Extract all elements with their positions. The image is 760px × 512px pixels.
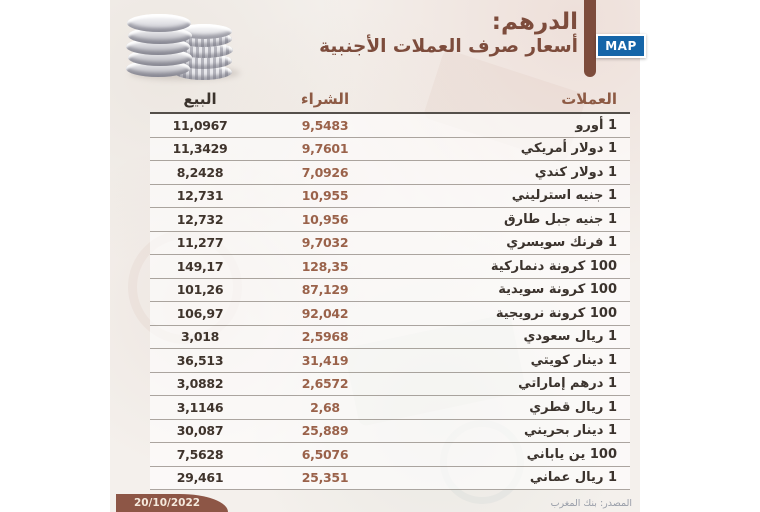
table-row	[150, 138, 630, 162]
buy-value: 10,955	[301, 188, 349, 204]
column-header-buy: الشراء	[300, 90, 350, 108]
currency-name: 1 ريال عماني	[529, 470, 617, 486]
buy-value: 128,35	[301, 258, 349, 274]
currency-name: 100 ين ياباني	[526, 446, 617, 462]
sell-value: 36,513	[176, 352, 224, 368]
currency-name: 1 أورو	[575, 117, 617, 133]
buy-value: 92,042	[301, 305, 349, 321]
buy-value: 9,7601	[301, 141, 349, 157]
buy-value: 9,5483	[301, 117, 349, 133]
column-header-currency: العملات	[561, 90, 617, 108]
table-row	[150, 255, 630, 279]
table-row	[150, 279, 630, 303]
table-row	[150, 443, 630, 467]
table-row	[150, 467, 630, 491]
currency-name: 1 دينار بحريني	[523, 423, 617, 439]
sell-value: 8,2428	[176, 164, 224, 180]
buy-value: 87,129	[301, 282, 349, 298]
table-row	[150, 232, 630, 256]
date-ribbon: 20/10/2022	[116, 494, 228, 512]
currency-name: 1 دينار كويتي	[530, 352, 617, 368]
table-row	[150, 208, 630, 232]
currency-name: 100 كرونة نرويجية	[495, 305, 617, 321]
sell-value: 3,0882	[176, 376, 224, 392]
buy-value: 7,0926	[301, 164, 349, 180]
currency-name: 1 ريال سعودي	[523, 329, 617, 345]
sell-value: 30,087	[176, 423, 224, 439]
currency-name: 1 جنيه استرليني	[511, 188, 617, 204]
sell-value: 7,5628	[176, 446, 224, 462]
sell-value: 106,97	[176, 305, 224, 321]
table-rows	[150, 114, 630, 490]
currency-name: 1 دولار أمريكي	[520, 141, 617, 157]
exchange-rate-table	[150, 86, 630, 490]
currency-name: 100 كرونة سويدية	[498, 282, 617, 298]
sell-value: 11,3429	[172, 141, 228, 157]
sell-value: 12,732	[176, 211, 224, 227]
sell-value: 11,0967	[172, 117, 228, 133]
table-row	[150, 161, 630, 185]
buy-value: 2,5968	[301, 329, 349, 345]
table-row	[150, 185, 630, 209]
buy-value: 2,6572	[301, 376, 349, 392]
table-row	[150, 373, 630, 397]
currency-name: 1 فرنك سويسري	[506, 235, 617, 251]
title-line-1: الدرهم:	[491, 9, 578, 35]
table-row	[150, 326, 630, 350]
sell-value: 11,277	[176, 235, 224, 251]
sell-value: 149,17	[176, 258, 224, 274]
sell-value: 29,461	[176, 470, 224, 486]
sell-value: 3,1146	[176, 399, 224, 415]
table-row	[150, 302, 630, 326]
column-header-sell: البيع	[183, 90, 217, 108]
currency-name: 1 ريال قطري	[529, 399, 617, 415]
buy-value: 6,5076	[301, 446, 349, 462]
buy-value: 9,7032	[301, 235, 349, 251]
table-row	[150, 420, 630, 444]
content-panel	[110, 0, 640, 512]
table-header-row	[150, 86, 630, 114]
page-title	[319, 9, 578, 59]
source-note: المصدر: بنك المغرب	[550, 498, 632, 509]
table-row	[150, 349, 630, 373]
buy-value: 31,419	[301, 352, 349, 368]
currency-name: 1 درهم إماراتي	[518, 376, 617, 392]
buy-value: 25,351	[301, 470, 349, 486]
currency-name: 100 كرونة دنماركية	[490, 258, 617, 274]
currency-name: 1 دولار كندي	[534, 164, 617, 180]
coins-illustration	[126, 2, 246, 82]
sell-value: 101,26	[176, 282, 224, 298]
currency-name: 1 جنيه جبل طارق	[503, 211, 617, 227]
sell-value: 12,731	[176, 188, 224, 204]
title-accent-bar	[584, 0, 596, 77]
table-row	[150, 396, 630, 420]
coin-icon	[127, 14, 191, 32]
buy-value: 2,68	[310, 399, 340, 415]
title-line-2: أسعار صرف العملات الأجنبية	[319, 36, 578, 58]
sell-value: 3,018	[180, 329, 220, 345]
table-row	[150, 114, 630, 138]
buy-value: 10,956	[301, 211, 349, 227]
buy-value: 25,889	[301, 423, 349, 439]
map-agency-logo: MAP	[596, 34, 646, 58]
